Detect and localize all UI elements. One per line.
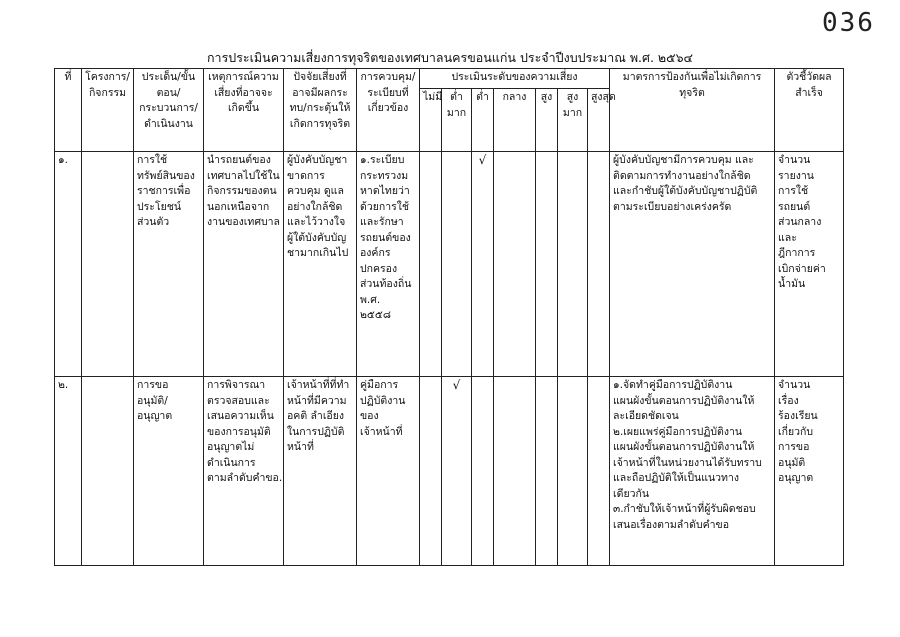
- text-line: อนุญาตไม่: [207, 441, 255, 453]
- text-line: ดำเนินงาน: [144, 117, 193, 130]
- header-level-very-high: [558, 89, 588, 152]
- text-line: ของ: [360, 410, 379, 422]
- text-line: เกี่ยวกับ: [778, 425, 814, 438]
- text-line: ตามระเบียบอย่างเคร่งครัด: [613, 200, 732, 213]
- text-line: ราชการเพื่อ: [137, 185, 191, 197]
- text-line: ไม่: [423, 91, 436, 103]
- level-check: [588, 152, 610, 377]
- text-line: การใช้: [778, 185, 809, 197]
- header-level-high: [536, 89, 558, 152]
- text-line: องค์กร: [360, 247, 391, 259]
- text-line: อนุมัติ: [778, 456, 806, 469]
- row-issue: [134, 377, 204, 566]
- text-line: จำนวน: [778, 379, 811, 391]
- header-level-group: ประเมินระดับของความเสี่ยง: [420, 69, 610, 89]
- header-project: [82, 69, 134, 152]
- text-line: ผู้บังคับบัญชามีการควบคุม และ: [613, 154, 754, 166]
- text-line: อคติ ลำเอียง: [287, 410, 344, 422]
- text-line: เจ้าหน้าที่ในหน่วยงานได้รับทราบ: [613, 456, 762, 469]
- level-check: [420, 152, 442, 377]
- risk-assessment-table: [54, 68, 844, 566]
- row-number: ๑.: [55, 152, 82, 377]
- row-factor: [284, 377, 357, 566]
- header-no: ที่: [55, 69, 82, 152]
- text-line: สูง: [591, 91, 603, 103]
- text-line: ในการปฏิบัติ: [287, 425, 345, 438]
- text-line: ขาดการ: [287, 169, 325, 182]
- text-line: ๒๕๕๘: [360, 309, 391, 321]
- row-indicator: [775, 377, 844, 566]
- row-measures: [610, 377, 775, 566]
- row-indicator: [775, 152, 844, 377]
- text-line: ของการอนุมัติ: [207, 425, 271, 438]
- text-line: ส่วนตัว: [137, 216, 170, 228]
- text-line: สูง: [540, 91, 553, 103]
- text-line: ขั้นตอน/: [156, 71, 196, 99]
- text-line: ประเด็น/: [141, 71, 181, 83]
- text-line: ฎีกาการ: [778, 247, 816, 259]
- text-line: ประโยชน์: [137, 200, 182, 213]
- text-line: เสนอความเห็น: [207, 410, 274, 422]
- text-line: กิจกรรมของตน: [207, 185, 277, 197]
- header-control: [357, 69, 420, 152]
- text-line: และกำชับผู้ใต้บังคับบัญชาปฏิบัติ: [613, 185, 758, 197]
- text-line: รายงาน: [778, 169, 814, 182]
- text-line: และ: [778, 231, 797, 244]
- text-line: ส่วนท้องถิ่น: [360, 278, 412, 290]
- text-line: สูง: [566, 91, 579, 103]
- level-check: [558, 377, 588, 566]
- header-level-highest: [588, 89, 616, 152]
- page-number: 036: [822, 8, 875, 38]
- text-line: พ.ศ.: [360, 293, 381, 306]
- row-number: ๒.: [55, 377, 82, 566]
- text-line: มาก: [446, 106, 467, 119]
- header-level-none: [420, 89, 442, 152]
- text-line: ทรัพย์สินของ: [137, 169, 195, 182]
- header-level-low: [472, 89, 494, 152]
- text-line: นอกเหนือจาก: [207, 200, 270, 213]
- text-line: หน้าที่: [287, 441, 314, 453]
- text-line: เกิดขึ้น: [227, 102, 260, 114]
- text-line: กระทรวงม: [360, 169, 409, 182]
- text-line: ปฏิบัติงาน: [360, 394, 406, 407]
- text-line: ปัจจัยเสี่ยงที่: [293, 71, 347, 83]
- text-line: ตรวจสอบและ: [207, 394, 270, 407]
- text-line: จำนวน: [778, 154, 811, 166]
- text-line: ละเอียดชัดเจน: [613, 410, 679, 422]
- text-line: ผลกระทบ/: [289, 86, 348, 114]
- level-check: [442, 152, 472, 377]
- text-line: ติดตามการทำงานอย่างใกล้ชิด: [613, 169, 751, 182]
- text-line: เจ้าหน้าที่ที่ทำ: [287, 379, 350, 391]
- level-check: [558, 152, 588, 377]
- text-line: น้ำมัน: [778, 278, 806, 290]
- text-line: การใช้: [137, 154, 168, 166]
- header-level-very-low: [442, 89, 472, 152]
- text-line: กิจกรรม: [88, 86, 127, 99]
- text-line: นำรถยนต์ของ: [207, 154, 271, 166]
- level-check: [588, 377, 610, 566]
- text-line: ควบคุม ดูแล: [287, 185, 344, 197]
- text-line: เรื่อง: [778, 394, 799, 407]
- text-line: ต่ำ: [450, 91, 463, 103]
- text-line: และถือปฏิบัติให้เป็นแนวทาง: [613, 472, 740, 484]
- text-line: มี: [435, 91, 443, 103]
- text-line: งานของเทศบาล: [207, 216, 280, 228]
- row-measures: [610, 152, 775, 377]
- text-line: ผลสำเร็จ: [795, 71, 832, 99]
- level-check: √: [472, 152, 494, 377]
- text-line: เทศบาลไปใช้ใน: [207, 169, 280, 182]
- text-line: รถยนต์: [778, 200, 811, 213]
- table-row: [55, 152, 844, 377]
- text-line: ผู้บังคับบัญชา: [287, 154, 348, 166]
- header-indicator: [775, 69, 844, 152]
- text-line: เกี่ยวข้อง: [367, 102, 409, 114]
- text-line: การทุจริต: [306, 117, 351, 130]
- text-line: กระบวนการ/: [139, 102, 198, 114]
- row-event: [204, 377, 284, 566]
- row-control: [357, 377, 420, 566]
- text-line: ด้วยการใช้: [360, 200, 410, 213]
- text-line: กระตุ้นให้เกิด: [289, 102, 351, 130]
- text-line: หน้าที่มีความ: [287, 394, 347, 407]
- text-line: หาดไทยว่า: [360, 185, 410, 197]
- text-line: อย่างใกล้ชิด: [287, 200, 343, 213]
- text-line: อนุมัติ/: [137, 394, 168, 407]
- text-line: คู่มือการ: [360, 379, 399, 391]
- text-line: แผนผังขั้นตอนการปฏิบัติงานให้: [613, 394, 755, 407]
- text-line: อนุญาต: [137, 410, 173, 422]
- text-line: เดียวกัน: [613, 487, 650, 500]
- text-line: รถยนต์ของ: [360, 231, 411, 244]
- level-check: [494, 377, 536, 566]
- text-line: การพิจารณา: [207, 379, 266, 391]
- row-factor: [284, 152, 357, 377]
- text-line: ๑.จัดทำคู่มือการปฏิบัติงาน: [613, 379, 733, 391]
- text-line: แผนผังขั้นตอนการปฏิบัติงานให้: [613, 441, 755, 453]
- text-line: ระเบียบที่: [367, 86, 409, 99]
- text-line: เสนอเรื่องตามลำดับคำขอ: [613, 518, 730, 531]
- level-check: [472, 377, 494, 566]
- text-line: ร้องเรียน: [778, 410, 818, 422]
- row-event: [204, 152, 284, 377]
- text-line: เพื่อไม่เกิดการทุจริต: [679, 71, 762, 99]
- text-line: การ: [360, 71, 379, 83]
- text-line: โครงการ/: [85, 71, 130, 83]
- row-project: [82, 377, 134, 566]
- header-issue: [134, 69, 204, 152]
- text-line: สุด: [602, 91, 616, 103]
- level-check: [494, 152, 536, 377]
- text-line: ๑.ระเบียบ: [360, 154, 405, 166]
- text-line: ดำเนินการ: [207, 456, 256, 469]
- text-line: อาจมี: [292, 86, 318, 99]
- text-line: เบิกจ่ายค่า: [778, 262, 826, 275]
- text-line: เจ้าหน้าที่: [360, 425, 403, 438]
- table-row: [55, 377, 844, 566]
- text-line: ตามลำดับคำขอ.: [207, 472, 283, 484]
- text-line: ๓.กำชับให้เจ้าหน้าที่ผู้รับผิดชอบ: [613, 503, 756, 515]
- header-factor: [284, 69, 357, 152]
- level-check: [420, 377, 442, 566]
- text-line: ปกครอง: [360, 262, 398, 275]
- text-line: และรักษา: [360, 216, 404, 228]
- document-title: การประเมินความเสี่ยงการทุจริตของเทศบาลนครขอนแก่น ประจำปีงบประมาณ พ.ศ. ๒๕๖๔: [206, 50, 694, 65]
- text-line: ตัวชี้วัด: [786, 71, 820, 83]
- text-line: เหตุการณ์ความ: [208, 71, 279, 83]
- row-issue: [134, 152, 204, 377]
- row-project: [82, 152, 134, 377]
- text-line: ควบคุม/: [378, 71, 416, 83]
- text-line: อนุญาต: [778, 472, 814, 484]
- level-check: [536, 152, 558, 377]
- text-line: ต่ำ: [476, 91, 489, 103]
- text-line: ผู้ใต้บังคับบัญ: [287, 231, 347, 244]
- text-line: กลาง: [502, 91, 527, 103]
- text-line: ๒.เผยแพร่คู่มือการปฏิบัติงาน: [613, 425, 743, 438]
- text-line: และไว้วางใจ: [287, 216, 346, 228]
- text-line: เสี่ยงที่อาจจะ: [214, 86, 273, 99]
- level-check: √: [442, 377, 472, 566]
- text-line: การขอ: [778, 441, 810, 453]
- text-line: ส่วนกลาง: [778, 216, 822, 228]
- text-line: มาตรการป้องกัน: [622, 71, 698, 83]
- header-measures: [610, 69, 775, 152]
- text-line: มาก: [562, 106, 583, 119]
- header-level-medium: [494, 89, 536, 152]
- text-line: การขอ: [137, 379, 169, 391]
- text-line: ชามากเกินไป: [287, 247, 349, 259]
- header-event: [204, 69, 284, 152]
- level-check: [536, 377, 558, 566]
- row-control: [357, 152, 420, 377]
